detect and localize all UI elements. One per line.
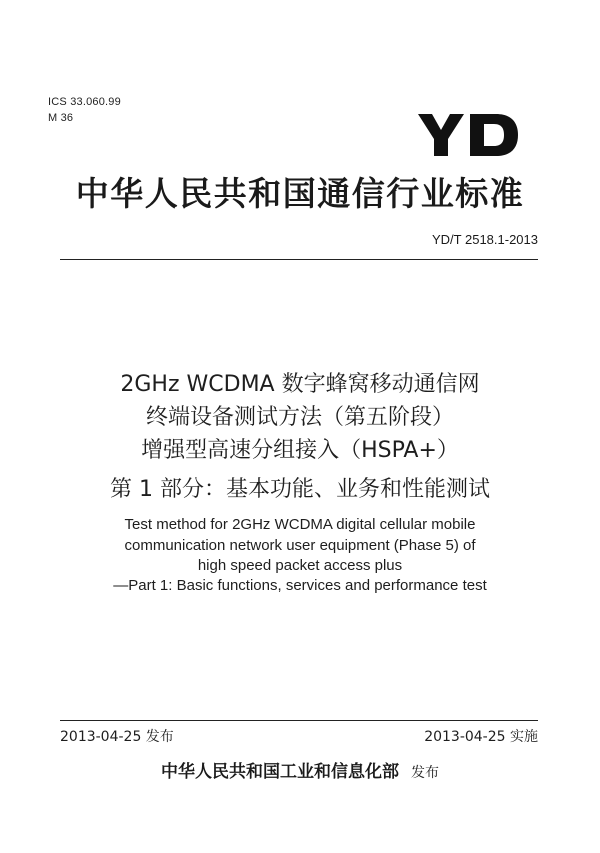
standard-number: YD/T 2518.1-2013 <box>432 232 538 247</box>
en-title-line: communication network user equipment (Phase 5) of <box>124 537 476 554</box>
issue-date: 2013-04-25 发布 <box>60 729 174 745</box>
cn-title-line: 第 1 部分：基本功能、业务和性能测试 <box>110 477 490 502</box>
publisher-name: 中华人民共和国工业和信息化部 <box>161 762 399 782</box>
yd-logo <box>418 108 518 160</box>
en-title-line: —Part 1: Basic functions, services and performance test <box>113 577 487 594</box>
cn-title-line: 2GHz WCDMA 数字蜂窝移动通信网 <box>120 372 480 397</box>
standard-category-title: 中华人民共和国通信行业标准 <box>75 174 525 213</box>
implementation-date: 2013-04-25 实施 <box>424 729 538 745</box>
ics-code: ICS 33.060.99 <box>48 96 121 108</box>
cn-title-line: 增强型高速分组接入（HSPA+） <box>141 438 459 463</box>
en-title-line: high speed packet access plus <box>197 557 403 574</box>
publish-label: 发布 <box>411 765 439 781</box>
bottom-divider <box>60 720 538 721</box>
cn-title-line: 终端设备测试方法（第五阶段） <box>145 405 454 430</box>
top-divider <box>60 259 538 260</box>
publisher-line <box>0 757 600 782</box>
en-title-line: Test method for 2GHz WCDMA digital cellular mobile <box>124 516 476 533</box>
classification-code: M 36 <box>48 112 74 124</box>
